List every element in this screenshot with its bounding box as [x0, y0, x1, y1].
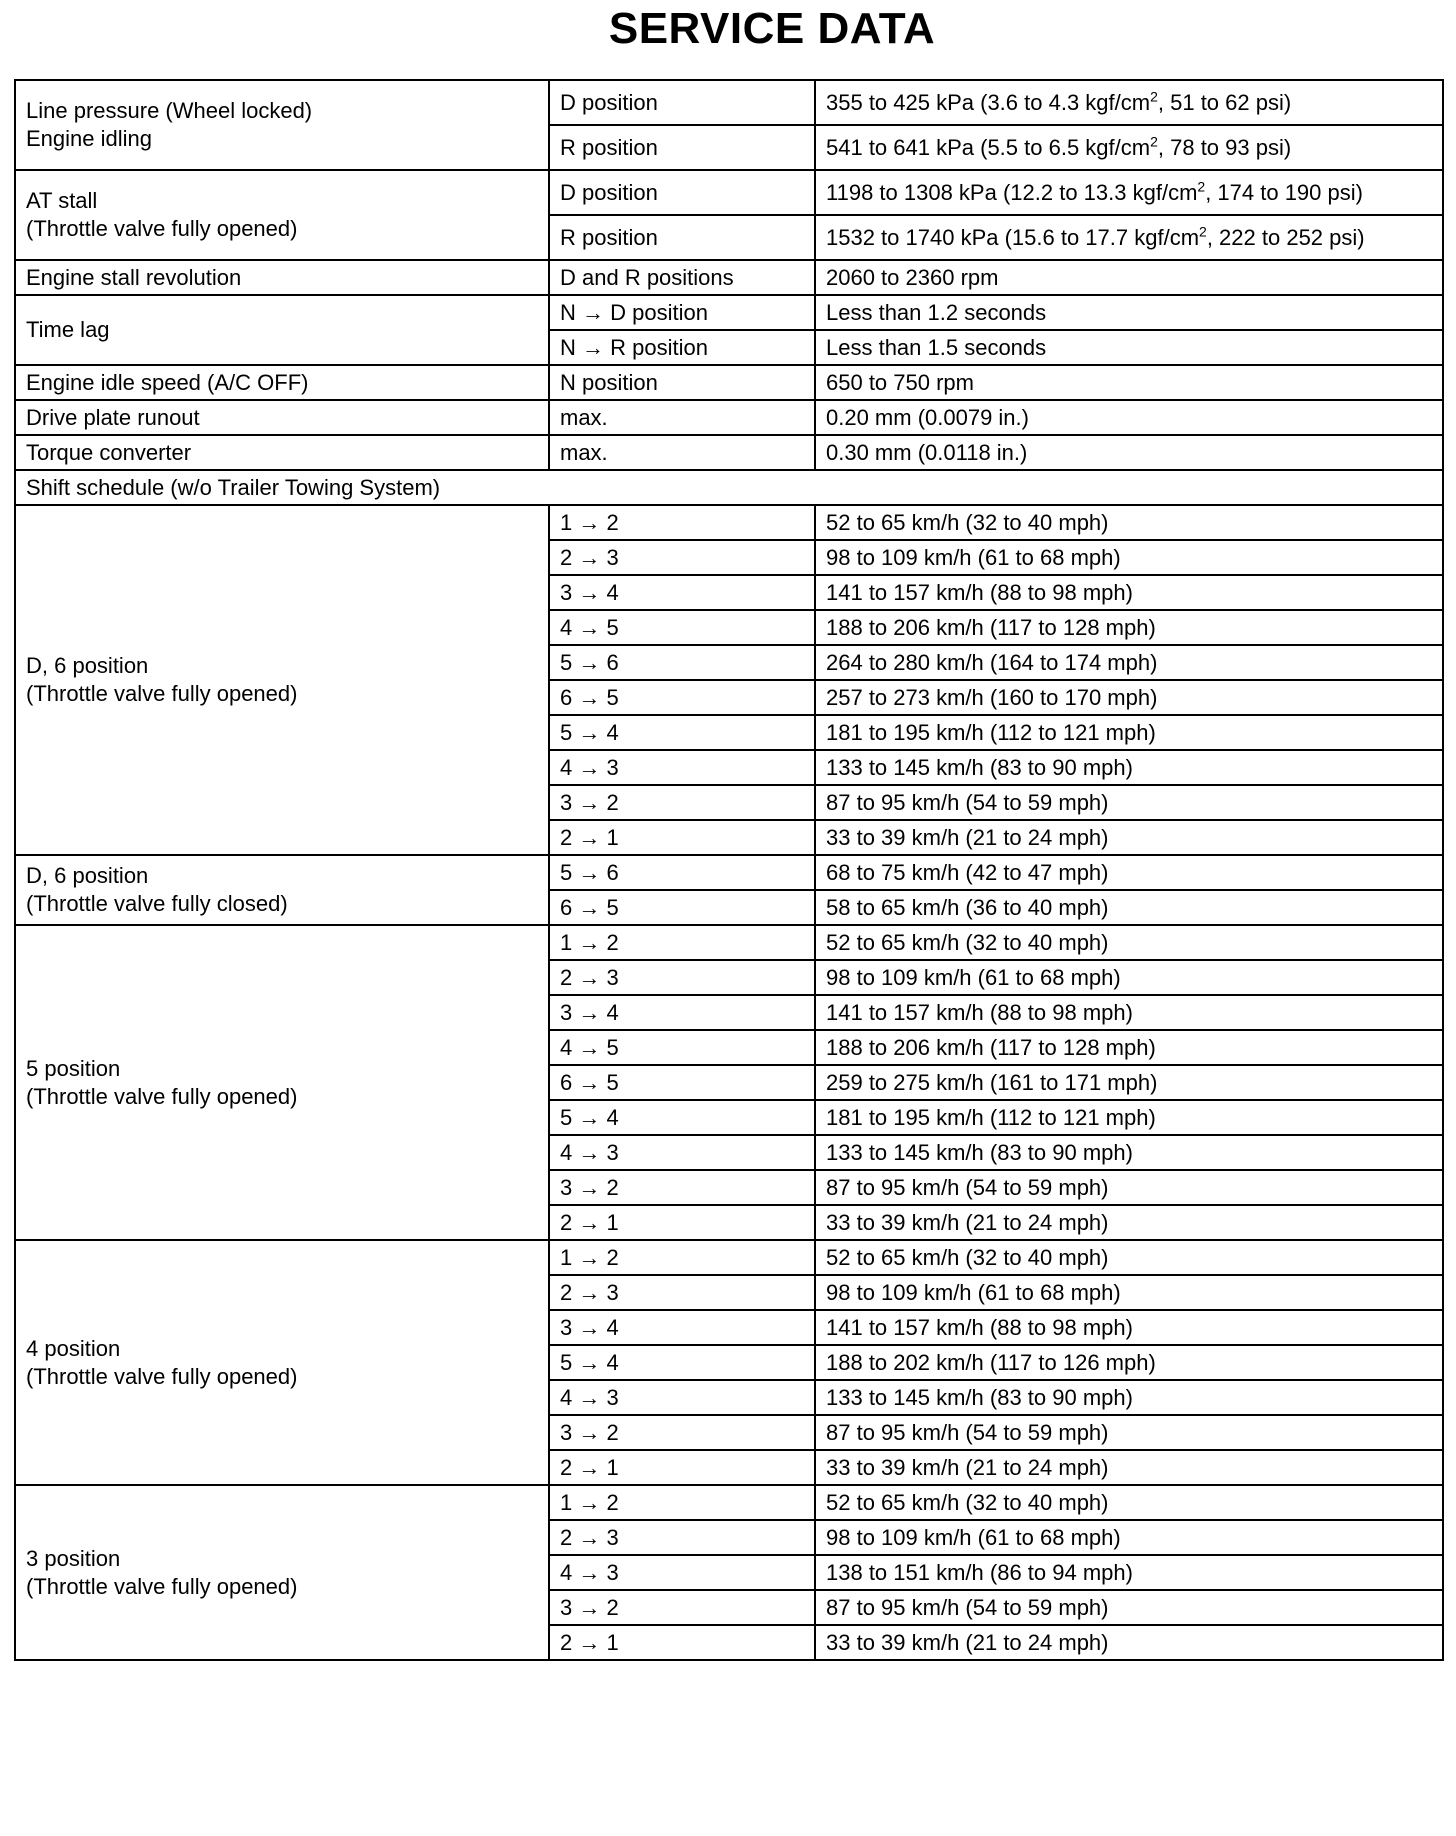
item-label: Engine stall revolution	[15, 260, 549, 295]
shift-group-label: D, 6 position (Throttle valve fully closed)	[15, 855, 549, 925]
item-label: Engine idle speed (A/C OFF)	[15, 365, 549, 400]
value-cell: 1198 to 1308 kPa (12.2 to 13.3 kgf/$cm^2$, 174 to 190 psi)	[815, 170, 1443, 215]
speed-value-cell: 141 to 157 km/h (88 to 98 mph)	[815, 1310, 1443, 1345]
condition-cell: max.	[549, 400, 815, 435]
shift-schedule-heading: Shift schedule (w/o Trailer Towing System)	[15, 470, 1443, 505]
table-row	[15, 295, 1443, 330]
shift-cell: 6 → 5	[549, 680, 815, 715]
table-row	[15, 80, 1443, 125]
speed-value-cell: 52 to 65 km/h (32 to 40 mph)	[815, 505, 1443, 540]
condition-cell: N → R position	[549, 330, 815, 365]
shift-cell: 4 → 3	[549, 1135, 815, 1170]
shift-cell: 6 → 5	[549, 890, 815, 925]
shift-cell: 4 → 5	[549, 1030, 815, 1065]
shift-cell: 5 → 4	[549, 715, 815, 750]
shift-cell: 3 → 4	[549, 575, 815, 610]
speed-value-cell: 264 to 280 km/h (164 to 174 mph)	[815, 645, 1443, 680]
value-cell: 650 to 750 rpm	[815, 365, 1443, 400]
shift-cell: 3 → 2	[549, 1415, 815, 1450]
value-cell: 355 to 425 kPa (3.6 to 4.3 kgf/$cm^2$, 51 to 62 psi)	[815, 80, 1443, 125]
item-label: Time lag	[15, 295, 549, 365]
condition-cell: D position	[549, 170, 815, 215]
shift-group-label: 4 position (Throttle valve fully opened)	[15, 1240, 549, 1485]
speed-value-cell: 58 to 65 km/h (36 to 40 mph)	[815, 890, 1443, 925]
table-row	[15, 170, 1443, 215]
speed-value-cell: 33 to 39 km/h (21 to 24 mph)	[815, 1205, 1443, 1240]
speed-value-cell: 188 to 202 km/h (117 to 126 mph)	[815, 1345, 1443, 1380]
shift-cell: 2 → 3	[549, 960, 815, 995]
table-row	[15, 400, 1443, 435]
service-data-table	[14, 79, 1444, 1661]
speed-value-cell: 52 to 65 km/h (32 to 40 mph)	[815, 1485, 1443, 1520]
item-label: Torque converter	[15, 435, 549, 470]
speed-value-cell: 133 to 145 km/h (83 to 90 mph)	[815, 750, 1443, 785]
table-row	[15, 365, 1443, 400]
shift-cell: 1 → 2	[549, 505, 815, 540]
speed-value-cell: 181 to 195 km/h (112 to 121 mph)	[815, 715, 1443, 750]
speed-value-cell: 133 to 145 km/h (83 to 90 mph)	[815, 1380, 1443, 1415]
speed-value-cell: 33 to 39 km/h (21 to 24 mph)	[815, 1625, 1443, 1660]
table-row	[15, 1485, 1443, 1520]
shift-group-label: D, 6 position (Throttle valve fully opened)	[15, 505, 549, 855]
condition-cell: max.	[549, 435, 815, 470]
item-label: AT stall (Throttle valve fully opened)	[15, 170, 549, 260]
page-title: SERVICE DATA	[608, 4, 936, 53]
shift-cell: 2 → 3	[549, 1275, 815, 1310]
shift-cell: 2 → 1	[549, 1450, 815, 1485]
table-row	[15, 435, 1443, 470]
shift-cell: 2 → 1	[549, 1205, 815, 1240]
shift-cell: 3 → 4	[549, 995, 815, 1030]
shift-cell: 4 → 5	[549, 610, 815, 645]
table-row	[15, 925, 1443, 960]
speed-value-cell: 68 to 75 km/h (42 to 47 mph)	[815, 855, 1443, 890]
speed-value-cell: 98 to 109 km/h (61 to 68 mph)	[815, 1520, 1443, 1555]
speed-value-cell: 188 to 206 km/h (117 to 128 mph)	[815, 610, 1443, 645]
speed-value-cell: 87 to 95 km/h (54 to 59 mph)	[815, 1590, 1443, 1625]
speed-value-cell: 87 to 95 km/h (54 to 59 mph)	[815, 1170, 1443, 1205]
shift-cell: 2 → 3	[549, 540, 815, 575]
speed-value-cell: 181 to 195 km/h (112 to 121 mph)	[815, 1100, 1443, 1135]
shift-cell: 3 → 2	[549, 1170, 815, 1205]
value-cell: 0.30 mm (0.0118 in.)	[815, 435, 1443, 470]
value-cell: 1532 to 1740 kPa (15.6 to 17.7 kgf/$cm^2$, 222 to 252 psi)	[815, 215, 1443, 260]
table-row	[15, 470, 1443, 505]
value-cell: 541 to 641 kPa (5.5 to 6.5 kgf/$cm^2$, 78 to 93 psi)	[815, 125, 1443, 170]
condition-cell: D and R positions	[549, 260, 815, 295]
condition-cell: R position	[549, 215, 815, 260]
shift-cell: 5 → 6	[549, 855, 815, 890]
speed-value-cell: 98 to 109 km/h (61 to 68 mph)	[815, 960, 1443, 995]
speed-value-cell: 87 to 95 km/h (54 to 59 mph)	[815, 785, 1443, 820]
value-cell: 0.20 mm (0.0079 in.)	[815, 400, 1443, 435]
shift-cell: 4 → 3	[549, 1555, 815, 1590]
condition-cell: R position	[549, 125, 815, 170]
value-cell: Less than 1.2 seconds	[815, 295, 1443, 330]
shift-group-label: 5 position (Throttle valve fully opened)	[15, 925, 549, 1240]
speed-value-cell: 138 to 151 km/h (86 to 94 mph)	[815, 1555, 1443, 1590]
speed-value-cell: 257 to 273 km/h (160 to 170 mph)	[815, 680, 1443, 715]
speed-value-cell: 141 to 157 km/h (88 to 98 mph)	[815, 995, 1443, 1030]
shift-cell: 1 → 2	[549, 925, 815, 960]
shift-cell: 5 → 4	[549, 1100, 815, 1135]
table-row	[15, 1240, 1443, 1275]
table-row	[15, 855, 1443, 890]
shift-cell: 3 → 2	[549, 1590, 815, 1625]
speed-value-cell: 33 to 39 km/h (21 to 24 mph)	[815, 820, 1443, 855]
speed-value-cell: 141 to 157 km/h (88 to 98 mph)	[815, 575, 1443, 610]
table-row	[15, 260, 1443, 295]
speed-value-cell: 98 to 109 km/h (61 to 68 mph)	[815, 540, 1443, 575]
shift-cell: 1 → 2	[549, 1485, 815, 1520]
item-label: Drive plate runout	[15, 400, 549, 435]
speed-value-cell: 52 to 65 km/h (32 to 40 mph)	[815, 1240, 1443, 1275]
shift-cell: 6 → 5	[549, 1065, 815, 1100]
speed-value-cell: 33 to 39 km/h (21 to 24 mph)	[815, 1450, 1443, 1485]
shift-cell: 4 → 3	[549, 1380, 815, 1415]
shift-cell: 5 → 4	[549, 1345, 815, 1380]
speed-value-cell: 133 to 145 km/h (83 to 90 mph)	[815, 1135, 1443, 1170]
shift-cell: 2 → 1	[549, 820, 815, 855]
shift-cell: 2 → 1	[549, 1625, 815, 1660]
item-label: Line pressure (Wheel locked) Engine idling	[15, 80, 549, 170]
condition-cell: N position	[549, 365, 815, 400]
table-row	[15, 505, 1443, 540]
value-cell: Less than 1.5 seconds	[815, 330, 1443, 365]
speed-value-cell: 87 to 95 km/h (54 to 59 mph)	[815, 1415, 1443, 1450]
speed-value-cell: 98 to 109 km/h (61 to 68 mph)	[815, 1275, 1443, 1310]
shift-cell: 4 → 3	[549, 750, 815, 785]
speed-value-cell: 188 to 206 km/h (117 to 128 mph)	[815, 1030, 1443, 1065]
shift-cell: 5 → 6	[549, 645, 815, 680]
shift-cell: 3 → 2	[549, 785, 815, 820]
speed-value-cell: 52 to 65 km/h (32 to 40 mph)	[815, 925, 1443, 960]
value-cell: 2060 to 2360 rpm	[815, 260, 1443, 295]
condition-cell: D position	[549, 80, 815, 125]
speed-value-cell: 259 to 275 km/h (161 to 171 mph)	[815, 1065, 1443, 1100]
shift-cell: 2 → 3	[549, 1520, 815, 1555]
shift-cell: 3 → 4	[549, 1310, 815, 1345]
condition-cell: N → D position	[549, 295, 815, 330]
shift-cell: 1 → 2	[549, 1240, 815, 1275]
shift-group-label: 3 position (Throttle valve fully opened)	[15, 1485, 549, 1660]
